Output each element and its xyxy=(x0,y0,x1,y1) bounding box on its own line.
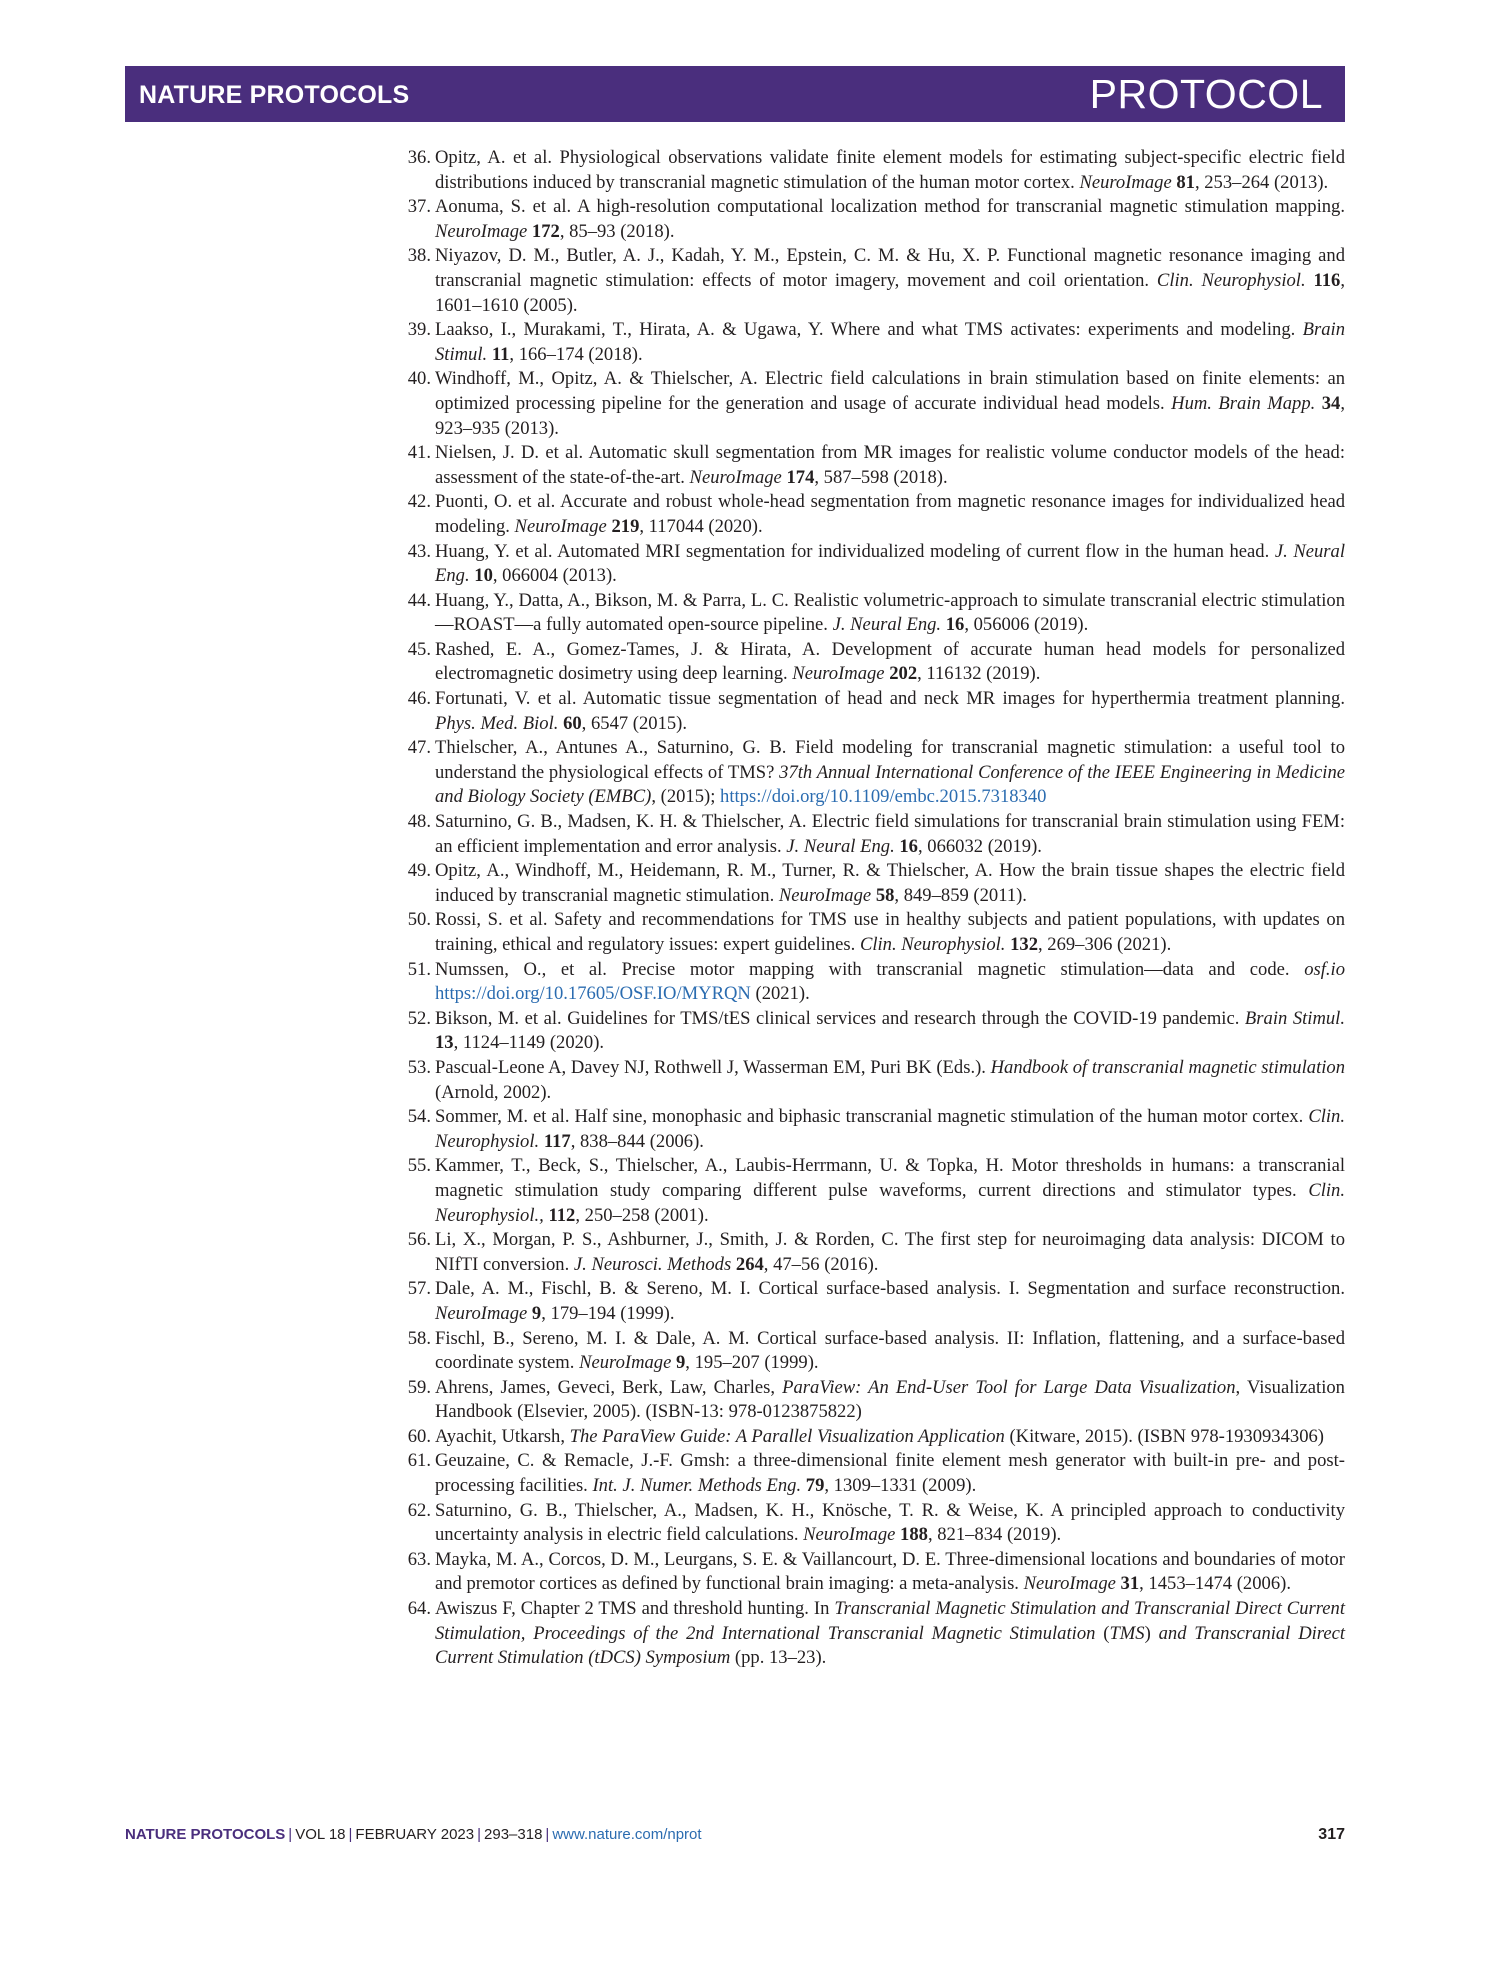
reference-item xyxy=(395,638,1345,687)
footer-issue: FEBRUARY 2023 xyxy=(355,1826,475,1843)
reference-item xyxy=(395,146,1345,195)
reference-item xyxy=(395,195,1345,244)
reference-number: 60. xyxy=(407,1425,431,1447)
reference-number: 43. xyxy=(407,540,431,562)
reference-item xyxy=(395,1425,1345,1450)
footer-separator: | xyxy=(348,1826,353,1843)
footer-separator: | xyxy=(477,1826,482,1843)
reference-number: 38. xyxy=(407,245,431,267)
reference-number: 63. xyxy=(407,1548,431,1570)
reference-number: 46. xyxy=(407,688,431,710)
reference-number: 41. xyxy=(407,442,431,464)
reference-item xyxy=(395,1376,1345,1425)
reference-text: Mayka, M. A., Corcos, D. M., Leurgans, S. E. & Vaillancourt, D. E. Three-dimensional locations and boundaries of motor and premotor cortices as defined by functional brain imaging: a meta-analysis. NeuroImage 31, 1453–1474 (2006). xyxy=(435,1548,1345,1595)
reference-text: Fischl, B., Sereno, M. I. & Dale, A. M. Cortical surface-based analysis. II: Inflation, flattening, and a surface-based coordinate system. NeuroImage 9, 195–207 (1999). xyxy=(435,1327,1345,1374)
journal-name: NATURE PROTOCOLS xyxy=(139,81,410,109)
reference-number: 37. xyxy=(407,196,431,218)
reference-item xyxy=(395,540,1345,589)
reference-item xyxy=(395,810,1345,859)
reference-text: Windhoff, M., Opitz, A. & Thielscher, A. Electric field calculations in brain stimulation based on finite elements: an optimized processing pipeline for the generation and usage of accurate individual head models. Hum. Brain Mapp. 34, 923–935 (2013). xyxy=(435,368,1345,439)
reference-item xyxy=(395,367,1345,441)
reference-text: Pascual-Leone A, Davey NJ, Rothwell J, Wasserman EM, Puri BK (Eds.). Handbook of transcranial magnetic stimulation (Arnold, 2002). xyxy=(435,1056,1345,1103)
reference-item xyxy=(395,589,1345,638)
reference-text: Nielsen, J. D. et al. Automatic skull segmentation from MR images for realistic volume conductor models of the head: assessment of the state-of-the-art. NeuroImage 174, 587–598 (2018). xyxy=(435,442,1345,488)
reference-text: Ayachit, Utkarsh, The ParaView Guide: A Parallel Visualization Application (Kitware, 2015). (ISBN 978-1930934306) xyxy=(435,1425,1324,1447)
reference-text: Saturnino, G. B., Thielscher, A., Madsen, K. H., Knösche, T. R. & Weise, K. A principled approach to conductivity uncertainty analysis in electric field calculations. NeuroImage 188, 821–834 (2019). xyxy=(435,1499,1345,1546)
reference-item xyxy=(395,1327,1345,1376)
reference-number: 47. xyxy=(407,737,431,759)
reference-text: Li, X., Morgan, P. S., Ashburner, J., Smith, J. & Rorden, C. The first step for neuroimaging data analysis: DICOM to NIfTI conversion. J. Neurosci. Methods 264, 47–56 (2016). xyxy=(435,1229,1345,1275)
reference-item xyxy=(395,441,1345,490)
reference-item xyxy=(395,1105,1345,1154)
reference-number: 62. xyxy=(407,1499,431,1521)
page-footer xyxy=(125,1826,1345,1850)
reference-item xyxy=(395,908,1345,957)
reference-text: Kammer, T., Beck, S., Thielscher, A., Laubis-Herrmann, U. & Topka, H. Motor thresholds in humans: a transcranial magnetic stimulation study comparing different pulse waveforms, current directions and stimulator types. Clin. Neurophysiol., 112, 250–258 (2001). xyxy=(435,1155,1345,1226)
reference-number: 49. xyxy=(407,860,431,882)
reference-text: Aonuma, S. et al. A high-resolution computational localization method for transcranial magnetic stimulation mapping. NeuroImage 172, 85–93 (2018). xyxy=(435,196,1345,242)
reference-item xyxy=(395,490,1345,539)
reference-text: Ahrens, James, Geveci, Berk, Law, Charles, ParaView: An End-User Tool for Large Data Visualization, Visualization Handbook (Elsevier, 2005). (ISBN-13: 978-0123875822) xyxy=(435,1376,1345,1423)
reference-number: 54. xyxy=(407,1106,431,1128)
reference-number: 52. xyxy=(407,1007,431,1029)
reference-text: Puonti, O. et al. Accurate and robust whole-head segmentation from magnetic resonance images for individualized head modeling. NeuroImage 219, 117044 (2020). xyxy=(435,491,1345,537)
reference-item xyxy=(395,859,1345,908)
reference-item xyxy=(395,736,1345,810)
reference-item xyxy=(395,1499,1345,1548)
reference-item xyxy=(395,1228,1345,1277)
reference-number: 50. xyxy=(407,909,431,931)
reference-text: Rashed, E. A., Gomez-Tames, J. & Hirata, A. Development of accurate human head models for personalized electromagnetic dosimetry using deep learning. NeuroImage 202, 116132 (2019). xyxy=(435,638,1345,685)
reference-text: Dale, A. M., Fischl, B. & Sereno, M. I. Cortical surface-based analysis. I. Segmentation and surface reconstruction. NeuroImage 9, 179–194 (1999). xyxy=(435,1278,1345,1324)
reference-number: 42. xyxy=(407,491,431,513)
reference-item xyxy=(395,1597,1345,1671)
reference-text: Geuzaine, C. & Remacle, J.-F. Gmsh: a three-dimensional finite element mesh generator with built-in pre- and post-processing facilities. Int. J. Numer. Methods Eng. 79, 1309–1331 (2009). xyxy=(435,1450,1345,1497)
reference-text: Opitz, A. et al. Physiological observations validate finite element models for estimating subject-specific electric field distributions induced by transcranial magnetic stimulation of the human motor cortex. NeuroImage 81, 253–264 (2013). xyxy=(435,147,1345,193)
reference-number: 55. xyxy=(407,1155,431,1177)
reference-item xyxy=(395,318,1345,367)
reference-text: Numssen, O., et al. Precise motor mapping with transcranial magnetic stimulation—data and code. osf.io https://doi.org/10.17605/OSF.IO/MYRQN (2021). xyxy=(435,958,1345,1005)
reference-number: 40. xyxy=(407,368,431,390)
reference-item xyxy=(395,1277,1345,1326)
reference-number: 64. xyxy=(407,1598,431,1620)
reference-number: 48. xyxy=(407,811,431,833)
footer-url-link[interactable]: www.nature.com/nprot xyxy=(552,1826,702,1843)
reference-number: 58. xyxy=(407,1327,431,1349)
doi-link[interactable]: https://doi.org/10.17605/OSF.IO/MYRQN xyxy=(435,983,751,1005)
page-number: 317 xyxy=(1318,1826,1345,1843)
footer-volume: VOL 18 xyxy=(295,1826,346,1843)
reference-text: Niyazov, D. M., Butler, A. J., Kadah, Y. M., Epstein, C. M. & Hu, X. P. Functional magnetic resonance imaging and transcranial magnetic stimulation: effects of motor imagery, movement and coil orientation. Clin. Neurophysiol. 116, 1601–1610 (2005). xyxy=(435,245,1345,316)
reference-item xyxy=(395,958,1345,1007)
reference-list xyxy=(395,146,1345,1671)
reference-text: Saturnino, G. B., Madsen, K. H. & Thielscher, A. Electric field simulations for transcranial brain stimulation using FEM: an efficient implementation and error analysis. J. Neural Eng. 16, 066032 (2019). xyxy=(435,811,1345,857)
reference-number: 36. xyxy=(407,147,431,168)
reference-number: 61. xyxy=(407,1450,431,1472)
reference-number: 57. xyxy=(407,1278,431,1300)
reference-item xyxy=(395,1449,1345,1498)
reference-text: Opitz, A., Windhoff, M., Heidemann, R. M., Turner, R. & Thielscher, A. How the brain tissue shapes the electric field induced by transcranial magnetic stimulation. NeuroImage 58, 849–859 (2011). xyxy=(435,860,1345,906)
reference-text: Bikson, M. et al. Guidelines for TMS/tES clinical services and research through the COVID-19 pandemic. Brain Stimul. 13, 1124–1149 (2020). xyxy=(435,1007,1345,1054)
reference-number: 56. xyxy=(407,1229,431,1251)
article-type: PROTOCOL xyxy=(1089,71,1323,117)
reference-number: 53. xyxy=(407,1056,431,1078)
reference-item xyxy=(395,1548,1345,1597)
reference-number: 39. xyxy=(407,319,431,341)
footer-separator: | xyxy=(545,1826,550,1843)
reference-number: 44. xyxy=(407,589,431,611)
reference-text: Rossi, S. et al. Safety and recommendations for TMS use in healthy subjects and patient populations, with updates on training, ethical and regulatory issues: expert guidelines. Clin. Neurophysiol. 132, 269–306 (2021). xyxy=(435,909,1345,955)
reference-item xyxy=(395,687,1345,736)
doi-link[interactable]: https://doi.org/10.1109/embc.2015.7318340 xyxy=(720,786,1047,808)
reference-item xyxy=(395,244,1345,318)
footer-separator: | xyxy=(288,1826,293,1843)
reference-text: Laakso, I., Murakami, T., Hirata, A. & Ugawa, Y. Where and what TMS activates: experiments and modeling. Brain Stimul. 11, 166–174 (2018). xyxy=(435,319,1345,365)
reference-number: 51. xyxy=(407,958,431,980)
reference-text: Sommer, M. et al. Half sine, monophasic and biphasic transcranial magnetic stimulation of the human motor cortex. Clin. Neurophysiol. 117, 838–844 (2006). xyxy=(435,1106,1345,1152)
reference-text: Awiszus F, Chapter 2 TMS and threshold hunting. In Transcranial Magnetic Stimulation and Transcranial Direct Current Stimulation, Proceedings of the 2nd International Transcranial Magnetic Stimulation (TMS) and Transcranial Direct Current Stimulation (tDCS) Symposium (pp. 13–23). xyxy=(435,1598,1346,1669)
reference-text: Huang, Y., Datta, A., Bikson, M. & Parra, L. C. Realistic volumetric-approach to simulate transcranial electric stimulation—ROAST—a fully automated open-source pipeline. J. Neural Eng. 16, 056006 (2019). xyxy=(435,589,1345,636)
journal-banner xyxy=(125,66,1345,122)
reference-text: Huang, Y. et al. Automated MRI segmentation for individualized modeling of current flow in the human head. J. Neural Eng. 10, 066004 (2013). xyxy=(435,540,1345,587)
reference-number: 59. xyxy=(407,1376,431,1398)
footer-pages: 293–318 xyxy=(484,1826,543,1843)
reference-item xyxy=(395,1154,1345,1228)
footer-journal: NATURE PROTOCOLS xyxy=(125,1826,286,1843)
reference-item xyxy=(395,1007,1345,1056)
reference-item xyxy=(395,1056,1345,1105)
reference-text: Fortunati, V. et al. Automatic tissue segmentation of head and neck MR images for hyperthermia treatment planning. Phys. Med. Biol. 60, 6547 (2015). xyxy=(435,688,1345,734)
reference-text: Thielscher, A., Antunes A., Saturnino, G. B. Field modeling for transcranial magnetic stimulation: a useful tool to understand the physiological effects of TMS? 37th Annual International Conference of the IEEE Engineering in Medicine and Biology Society (EMBC), (2015); https://doi.org/10.1109/embc.2015.7318340 xyxy=(435,737,1345,808)
reference-number: 45. xyxy=(407,638,431,660)
